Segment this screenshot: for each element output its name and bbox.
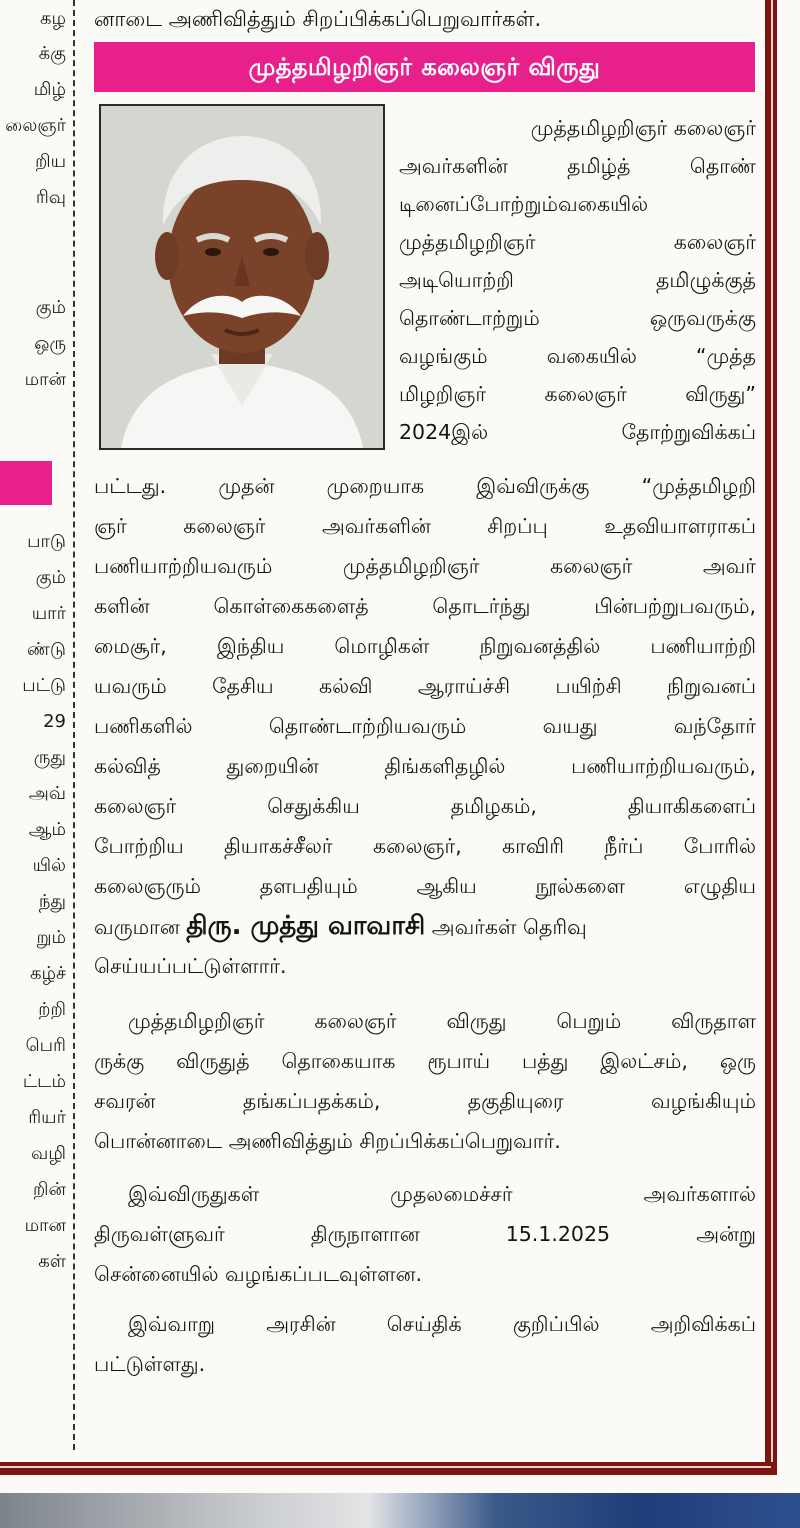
left-column-line: கழ்ச்	[30, 963, 66, 984]
left-column-line: கழ	[40, 8, 66, 29]
article-line: சென்னையில் வழங்கப்படவுள்ளன.	[94, 1262, 423, 1286]
left-column-line: ந்து	[38, 891, 66, 912]
article-line: ஞர் கலைஞர் அவர்களின் சிறப்பு உதவியாளராகப்	[94, 514, 756, 538]
left-column-line: வழி	[31, 1143, 66, 1164]
page-frame-bottom	[0, 1462, 777, 1475]
left-column-line: மான	[24, 1215, 66, 1236]
article-continued-line: னாடை அணிவித்தும் சிறப்பிக்கப்பெறுவார்கள்.	[94, 7, 542, 31]
article-line: கலைஞர் செதுக்கிய தமிழகம், தியாகிகளைப்	[94, 794, 756, 818]
article-line: 2024இல் தோற்றுவிக்கப்	[399, 420, 756, 444]
article-line: போற்றிய தியாகச்சீலர் கலைஞர், காவிரி நீர்ப் போரில்	[94, 834, 756, 858]
left-column-line: ஒரு	[34, 333, 66, 354]
left-column-line: யில்	[32, 855, 66, 876]
left-column-line: ரிவு	[35, 187, 66, 208]
article-line: அவர்களின் தமிழ்த் தொண்	[399, 154, 756, 178]
awardee-line-prefix: வருமான	[94, 915, 187, 939]
portrait-photo	[99, 104, 385, 450]
left-column-line: ண்டு	[27, 639, 66, 660]
left-column-line: லைஞர்	[5, 115, 66, 136]
article-line: களின் கொள்கைகளைத் தொடர்ந்து பின்பற்றுபவரும்,	[94, 594, 756, 618]
article-line: முத்தமிழறிஞர் கலைஞர்	[399, 230, 756, 254]
article-line: பட்டது. முதன் முறையாக இவ்விருக்கு “முத்தமிழறி	[94, 474, 756, 498]
article-line: முத்தமிழறிஞர் கலைஞர்	[530, 116, 756, 140]
left-column-line: ஆம்	[28, 819, 66, 840]
awardee-name: திரு. முத்து வாவாசி	[186, 911, 426, 941]
article-line: இவ்வாறு அரசின் செய்திக் குறிப்பில் அறிவிக்கப்	[128, 1312, 756, 1336]
article-line: சவரன் தங்கப்பதக்கம், தகுதியுரை வழங்கியும்	[94, 1089, 756, 1113]
article-line: செய்யப்பட்டுள்ளார்.	[94, 954, 287, 978]
left-column-line: ரியர்	[28, 1107, 66, 1128]
article-line: பணிகளில் தொண்டாற்றியவரும் வயது வந்தோர்	[94, 714, 756, 738]
left-column-line: பட்டு	[22, 675, 66, 696]
left-column-line: ருது	[33, 747, 66, 768]
article-line: திருவள்ளுவர் திருநாளான 15.1.2025 அன்று	[94, 1222, 756, 1246]
article-line: இவ்விருதுகள் முதலமைச்சர் அவர்களால்	[128, 1182, 756, 1206]
page-frame-bottom-inner	[0, 1466, 771, 1468]
article-line: தொண்டாற்றும் ஒருவருக்கு	[399, 306, 756, 330]
left-column-line: பாடு	[27, 531, 66, 552]
left-column-fragment	[0, 0, 66, 1450]
article-line: மைசூர், இந்திய மொழிகள் நிறுவனத்தில் பணியாற்றி	[94, 634, 756, 658]
article-line: அடியொற்றி தமிழுக்குத்	[399, 268, 756, 292]
portrait-illustration	[101, 106, 383, 448]
page-frame-right-inner	[771, 0, 773, 1467]
article-line: கல்வித் துறையின் திங்களிதழில் பணியாற்றியவரும்,	[94, 754, 756, 778]
left-column-line: பெரி	[25, 1035, 66, 1056]
article-line: பட்டுள்ளது.	[94, 1352, 206, 1376]
article-line: ருக்கு விருதுத் தொகையாக ரூபாய் பத்து இலட்சம், ஒரு	[94, 1049, 756, 1073]
left-column-line: யார்	[31, 603, 66, 624]
left-column-line: ற்றி	[38, 999, 66, 1020]
article-line: யவரும் தேசிய கல்வி ஆராய்ச்சி பயிற்சி நிறுவனப்	[94, 674, 756, 698]
article-line: முத்தமிழறிஞர் கலைஞர் விருது பெறும் விருதாள	[128, 1009, 756, 1033]
left-column-line: அவ்	[28, 783, 66, 804]
awardee-line-suffix: அவர்கள் தெரிவு	[425, 915, 587, 939]
article-line: பணியாற்றியவரும் முத்தமிழறிஞர் கலைஞர் அவர்	[94, 554, 756, 578]
left-column-heading-bar	[0, 461, 52, 505]
left-column-line: கும்	[35, 297, 66, 318]
article-line: கலைஞரும் தளபதியும் ஆகிய நூல்களை எழுதிய	[94, 874, 756, 898]
left-column-line: க்கு	[38, 43, 66, 64]
left-column-line: றும்	[36, 927, 66, 948]
left-column-line: கள்	[38, 1251, 66, 1272]
article-line: டினைப்போற்றும்வகையில்	[399, 192, 649, 216]
left-column-line: மான்	[24, 369, 66, 390]
left-column-line: ட்டம்	[22, 1071, 66, 1092]
left-column-line: கும்	[35, 567, 66, 588]
next-section-image-strip	[0, 1493, 800, 1528]
awardee-line	[94, 907, 756, 945]
article-line: வழங்கும் வகையில் “முத்த	[399, 344, 756, 368]
left-column-line: 29	[43, 711, 66, 732]
column-divider	[73, 0, 75, 1450]
left-column-line: மிழ்	[33, 79, 66, 100]
section-heading: முத்தமிழறிஞர் கலைஞர் விருது	[94, 42, 755, 92]
article-line: பொன்னாடை அணிவித்தும் சிறப்பிக்கப்பெறுவார்.	[94, 1129, 561, 1153]
article-line: மிழறிஞர் கலைஞர் விருது”	[399, 382, 756, 406]
left-column-line: றிய	[35, 151, 66, 172]
left-column-line: றின்	[33, 1179, 66, 1200]
